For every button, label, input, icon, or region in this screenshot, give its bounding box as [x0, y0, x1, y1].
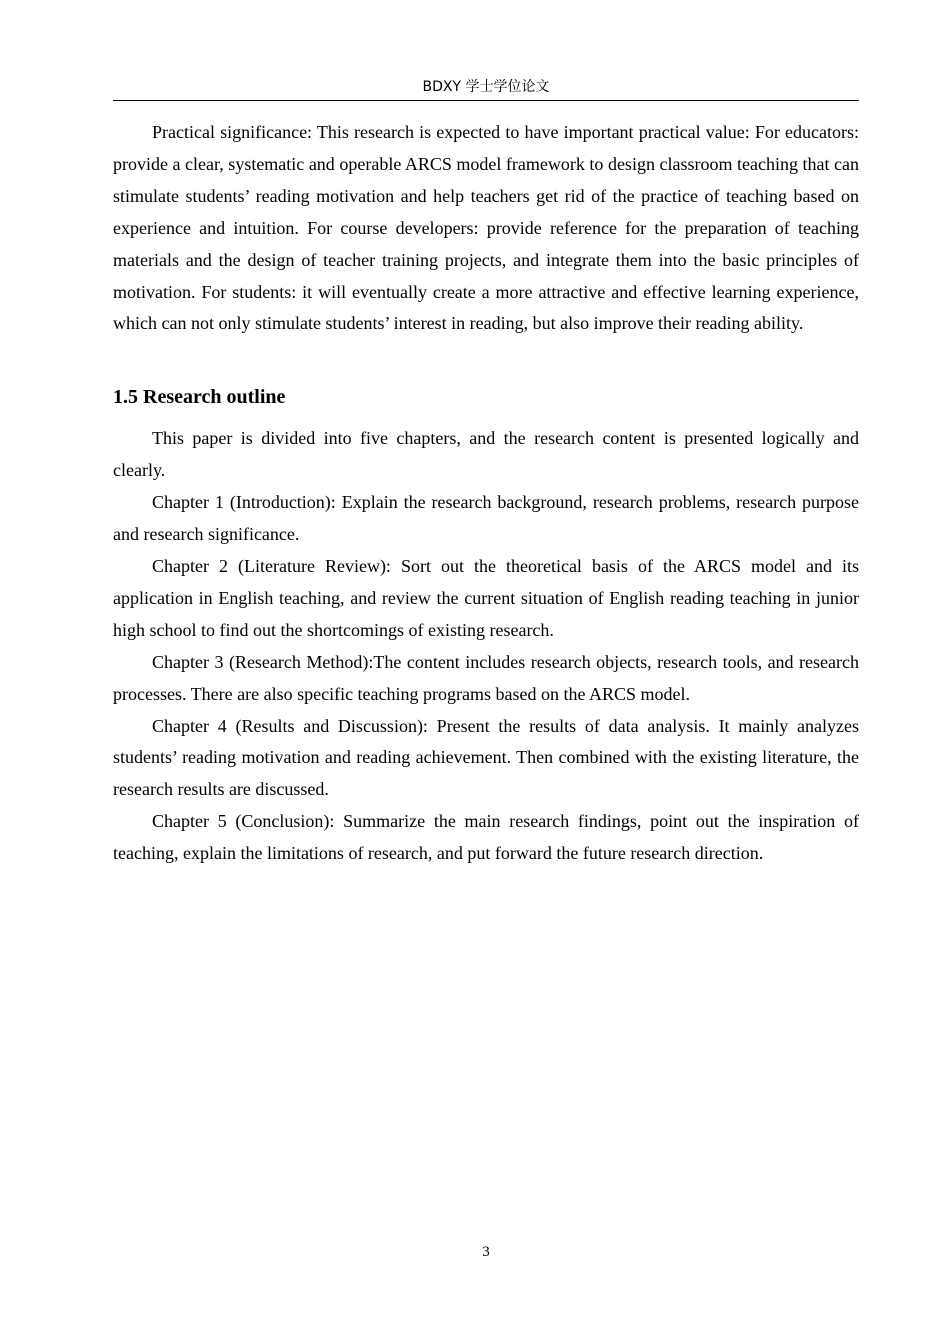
chapter-2-paragraph: Chapter 2 (Literature Review): Sort out the theoretical basis of the ARCS model and its application in English teaching, and review the current situation of English reading teaching in junior high school to find out the shortcomings of existing research.	[113, 555, 859, 640]
chapter-1-paragraph: Chapter 1 (Introduction): Explain the research background, research problems, research purpose and research significance.	[113, 492, 859, 545]
practical-significance-paragraph: Practical significance: This research is expected to have important practical value: For educators: provide a clear, systematic and operable ARCS model framework to design classroom teaching that can stimulate students’ reading motivation and help teachers get rid of the practice of teaching based on experience and intuition. For course developers: provide reference for the preparation of teaching materials and the design of teacher training projects, and integrate them into the basic principles of motivation. For students: it will eventually create a more attractive and effective learning experience, which can not only stimulate students’ interest in reading, but also improve their reading ability.	[113, 122, 859, 334]
chapter-5-paragraph: Chapter 5 (Conclusion): Summarize the main research findings, point out the inspiration of teaching, explain the limitations of research, and put forward the future research direction.	[113, 811, 859, 864]
outline-paragraph: This paper is divided into five chapters, and the research content is presented logically and clearly.	[113, 428, 859, 481]
header-rule	[113, 100, 859, 101]
section-heading: 1.5 Research outline	[113, 386, 286, 409]
running-header: BDXY 学士学位论文	[422, 79, 550, 95]
chapter-4-paragraph: Chapter 4 (Results and Discussion): Present the results of data analysis. It mainly analyzes students’ reading motivation and reading achievement. Then combined with the existing literature, the research results are discussed.	[113, 715, 859, 800]
page-body	[113, 117, 859, 870]
chapter-3-paragraph: Chapter 3 (Research Method):The content includes research objects, research tools, and research processes. There are also specific teaching programs based on the ARCS model.	[113, 651, 859, 704]
page-number: 3	[482, 1244, 490, 1260]
